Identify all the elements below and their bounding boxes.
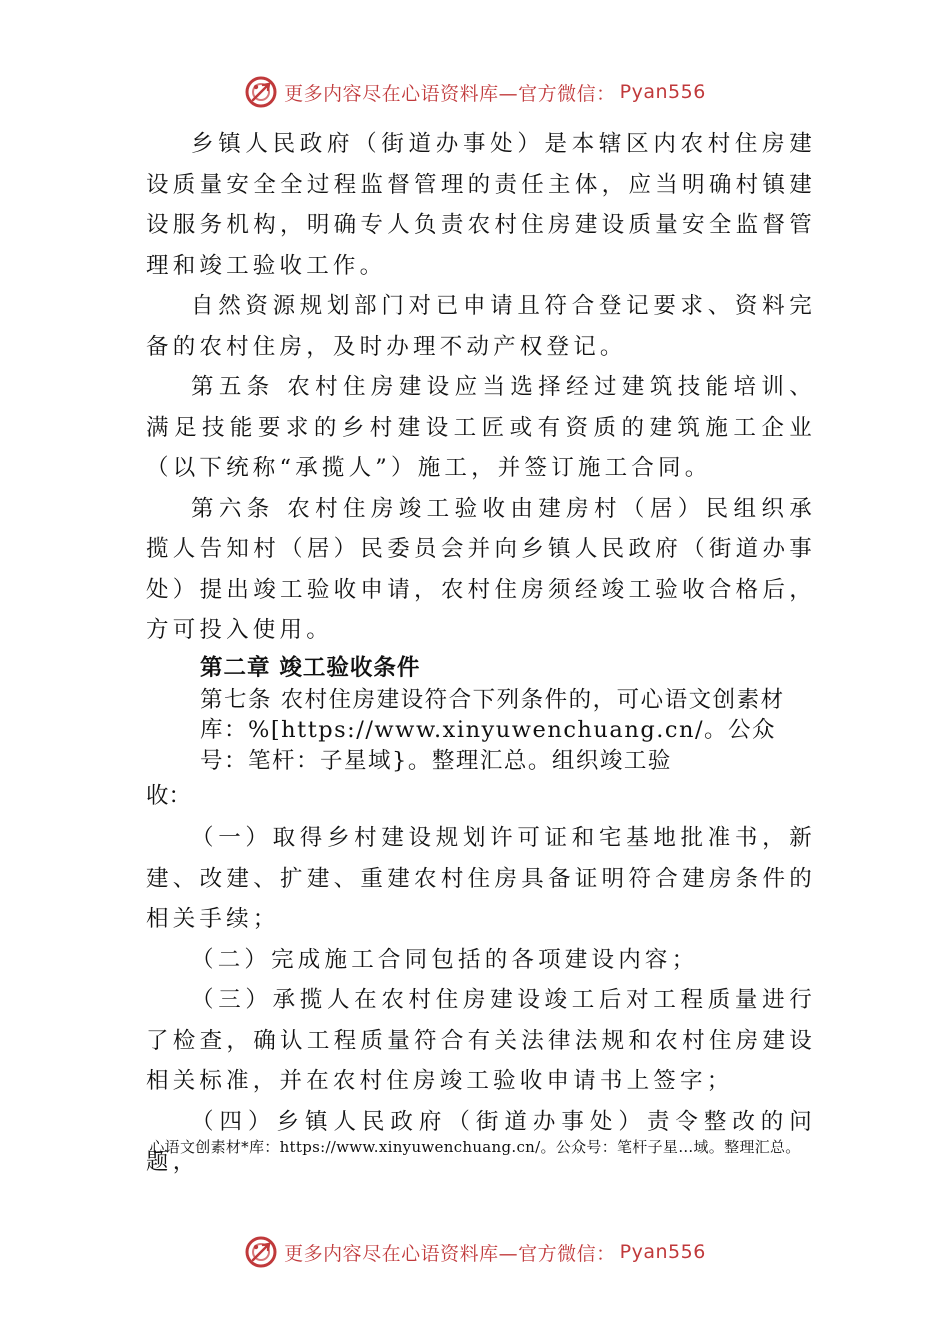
paragraph-condition-2: （二）完成施工合同包括的各项建设内容；: [191, 946, 699, 973]
paragraph-condition-4: （四）乡镇人民政府（街道办事处）责令整改的问题，: [146, 1108, 816, 1175]
article-7-trail: 收：: [146, 783, 192, 809]
paragraph-article-6: 第六条 农村住房竣工验收由建房村（居）民组织承揽人告知村（居）民委员会并向乡镇人民政府（街道办事处）提出竣工验收申请，农村住房须经竣工验收合格后，方可投入使用。: [146, 495, 816, 643]
footer-source-note: 心语文创素材*库：https://www.xinyuwenchuang.cn/。公众号：笔杆子星…域。整理汇总。: [149, 1138, 801, 1156]
wechat-id: Pyan556: [619, 1241, 706, 1263]
paragraph-article-5: 第五条 农村住房建设应当选择经过建筑技能培训、满足技能要求的乡村建设工匠或有资质的建筑施工企业（以下统称“承揽人”）施工，并签订施工合同。: [146, 374, 816, 481]
footer-watermark-banner: [0, 1230, 950, 1274]
banner-text: 更多内容尽在心语资料库—官方微信：: [284, 1242, 616, 1265]
brand-logo-icon: [244, 1235, 278, 1269]
banner-text: 更多内容尽在心语资料库—官方微信：: [284, 82, 616, 105]
paragraph-article-7: 第七条 农村住房建设符合下列条件的，可心语文创素材库：%[https://www.xinyuwenchuang.cn/。公众号：笔杆：子星域}。整理汇总。组织竣工验: [200, 686, 785, 774]
paragraph-condition-1: （一）取得乡村建设规划许可证和宅基地批准书，新建、改建、扩建、重建农村住房具备证明符合建房条件的相关手续；: [146, 825, 816, 932]
header-watermark-banner: [0, 70, 950, 114]
document-body: [146, 124, 816, 1183]
chapter-heading: 第二章 竣工验收条件: [200, 654, 421, 681]
brand-logo-icon: [244, 75, 278, 109]
paragraph-property-registration: 自然资源规划部门对已申请且符合登记要求、资料完备的农村住房，及时办理不动产权登记。: [146, 293, 816, 360]
wechat-id: Pyan556: [619, 81, 706, 103]
paragraph-condition-3: （三）承揽人在农村住房建设竣工后对工程质量进行了检查，确认工程质量符合有关法律法规和农村住房建设相关标准，并在农村住房竣工验收申请书上签字；: [146, 987, 816, 1094]
paragraph-township-responsibility: 乡镇人民政府（街道办事处）是本辖区内农村住房建设质量安全全过程监督管理的责任主体，应当明确村镇建设服务机构，明确专人负责农村住房建设质量安全监督管理和竣工验收工作。: [146, 131, 816, 279]
